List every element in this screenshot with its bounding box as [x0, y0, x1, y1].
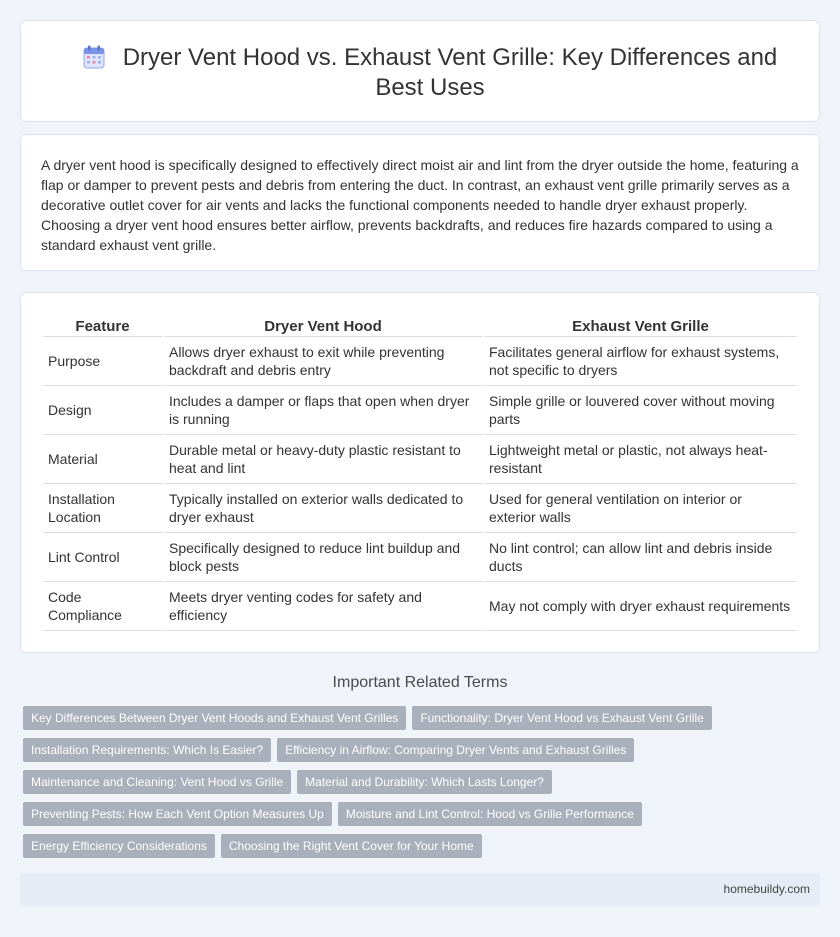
table-row	[43, 533, 797, 582]
hood-cell: Specifically designed to reduce lint buildup and block pests	[164, 533, 482, 582]
related-terms-heading: Important Related Terms	[332, 674, 508, 691]
feature-cell: Design	[43, 386, 162, 435]
header-feature: Feature	[43, 315, 162, 337]
related-term-tag[interactable]: Installation Requirements: Which Is Easier?	[23, 738, 271, 762]
comparison-card	[20, 292, 820, 653]
related-term-tag[interactable]: Maintenance and Cleaning: Vent Hood vs Grille	[23, 770, 291, 794]
feature-cell: Lint Control	[43, 533, 162, 582]
feature-cell: Installation Location	[43, 484, 162, 533]
grille-cell: Simple grille or louvered cover without moving parts	[484, 386, 797, 435]
related-terms-list	[23, 706, 813, 866]
table-row	[43, 386, 797, 435]
table-header-row	[43, 315, 797, 337]
hood-cell: Meets dryer venting codes for safety and efficiency	[164, 582, 482, 631]
footer-site-link[interactable]: homebuildy.com	[723, 882, 810, 896]
feature-cell: Material	[43, 435, 162, 484]
related-term-tag[interactable]: Moisture and Lint Control: Hood vs Grille Performance	[338, 802, 642, 826]
tag-row	[23, 802, 813, 834]
tag-row	[23, 706, 813, 738]
related-term-tag[interactable]: Key Differences Between Dryer Vent Hoods and Exhaust Vent Grilles	[23, 706, 406, 730]
grille-cell: May not comply with dryer exhaust requirements	[484, 582, 797, 631]
calendar-icon	[83, 45, 105, 69]
footer	[20, 873, 820, 906]
hood-cell: Typically installed on exterior walls dedicated to dryer exhaust	[164, 484, 482, 533]
header-dryer-vent-hood: Dryer Vent Hood	[164, 315, 482, 337]
related-term-tag[interactable]: Preventing Pests: How Each Vent Option Measures Up	[23, 802, 332, 826]
table-row	[43, 435, 797, 484]
page-title: Dryer Vent Hood vs. Exhaust Vent Grille: Key Differences and Best Uses	[122, 44, 778, 101]
tag-row	[23, 770, 813, 802]
title-card	[20, 20, 820, 122]
feature-cell: Purpose	[43, 337, 162, 386]
intro-paragraph: A dryer vent hood is specifically designed to effectively direct moist air and lint from the dryer outside the home, featuring a flap or damper to prevent pests and debris from entering the duct. In contrast, an exhaust vent grille primarily serves as a decorative outlet cover for air vents and lacks the functional components needed to handle dryer exhaust properly. Choosing a dryer vent hood ensures better airflow, prevents backdrafts, and reduces fire hazards compared to using a standard exhaust vent grille.	[41, 157, 799, 253]
hood-cell: Allows dryer exhaust to exit while preventing backdraft and debris entry	[164, 337, 482, 386]
related-term-tag[interactable]: Material and Durability: Which Lasts Longer?	[297, 770, 552, 794]
comparison-table	[41, 315, 799, 631]
tag-row	[23, 738, 813, 770]
tag-row	[23, 834, 813, 866]
related-term-tag[interactable]: Choosing the Right Vent Cover for Your Home	[221, 834, 482, 858]
hood-cell: Durable metal or heavy-duty plastic resistant to heat and lint	[164, 435, 482, 484]
related-term-tag[interactable]: Energy Efficiency Considerations	[23, 834, 215, 858]
related-term-tag[interactable]: Efficiency in Airflow: Comparing Dryer Vents and Exhaust Grilles	[277, 738, 634, 762]
table-row	[43, 484, 797, 533]
page-title-wrap	[61, 43, 799, 103]
grille-cell: Facilitates general airflow for exhaust systems, not specific to dryers	[484, 337, 797, 386]
related-term-tag[interactable]: Functionality: Dryer Vent Hood vs Exhaust Vent Grille	[412, 706, 711, 730]
grille-cell: Used for general ventilation on interior or exterior walls	[484, 484, 797, 533]
table-row	[43, 582, 797, 631]
intro-card	[20, 134, 820, 271]
grille-cell: Lightweight metal or plastic, not always heat-resistant	[484, 435, 797, 484]
table-row	[43, 337, 797, 386]
hood-cell: Includes a damper or flaps that open when dryer is running	[164, 386, 482, 435]
header-exhaust-vent-grille: Exhaust Vent Grille	[484, 315, 797, 337]
grille-cell: No lint control; can allow lint and debris inside ducts	[484, 533, 797, 582]
feature-cell: Code Compliance	[43, 582, 162, 631]
